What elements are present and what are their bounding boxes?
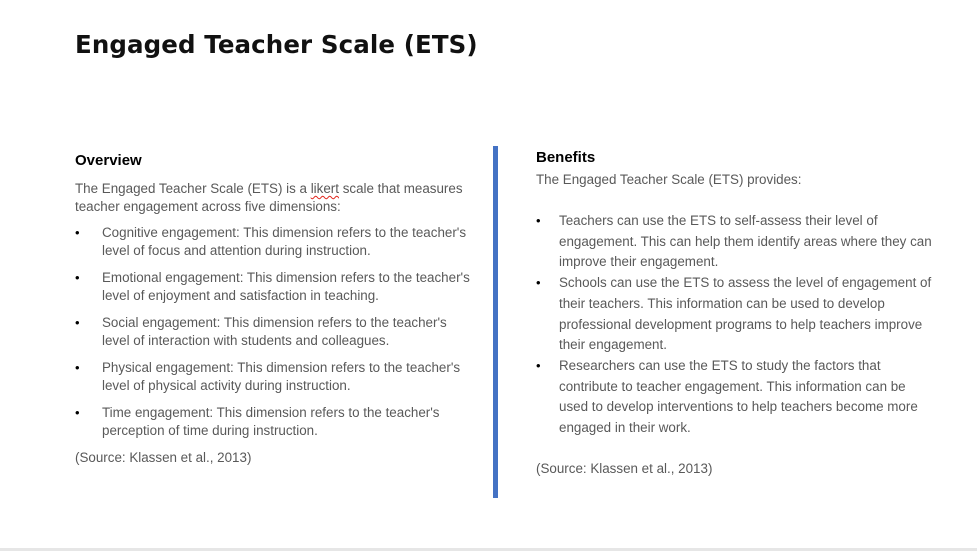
bullet-icon: • (536, 213, 541, 228)
list-item[interactable] (75, 404, 475, 439)
benefits-intro[interactable]: The Engaged Teacher Scale (ETS) provides: (536, 172, 802, 187)
bullet-icon: • (536, 357, 541, 373)
list-item[interactable] (75, 224, 475, 259)
bullet-icon: • (75, 225, 80, 240)
bullet-icon: • (75, 315, 80, 330)
benefits-list (536, 211, 936, 439)
list-item[interactable] (75, 314, 475, 349)
overview-intro[interactable] (75, 180, 475, 216)
list-item-text: Cognitive engagement: This dimension refers to the teacher's level of focus and attention during instruction. (102, 225, 467, 258)
benefits-source[interactable]: (Source: Klassen et al., 2013) (536, 460, 713, 476)
overview-intro-end: scale that measures teacher engagement across five dimensions: (75, 181, 463, 214)
slide-title[interactable]: Engaged Teacher Scale (ETS) (75, 30, 478, 59)
list-item-text: Time engagement: This dimension refers to the teacher's perception of time during instruction. (102, 405, 440, 438)
list-item-text: Physical engagement: This dimension refers to the teacher's level of physical activity during instruction. (102, 360, 461, 393)
overview-dimension-list (75, 224, 475, 439)
list-item-text: Schools can use the ETS to assess the level of engagement of their teachers. This information can be used to develop professional development programs to help teachers improve their engagement. (559, 275, 932, 353)
bullet-icon: • (75, 270, 80, 285)
bullet-icon: • (536, 275, 541, 291)
spellcheck-flagged-word[interactable]: likert (310, 181, 339, 196)
list-item-text: Emotional engagement: This dimension refers to the teacher's level of enjoyment and satisfaction in teaching. (102, 270, 470, 303)
overview-source[interactable]: (Source: Klassen et al., 2013) (75, 450, 252, 465)
list-item-text: Researchers can use the ETS to study the factors that contribute to teacher engagement. This information can be used to develop interventions to help teachers become more engaged in their work. (559, 357, 918, 436)
benefits-heading[interactable]: Benefits (536, 149, 596, 166)
benefits-section (536, 148, 936, 492)
list-item[interactable] (536, 356, 936, 439)
list-item[interactable] (536, 273, 936, 356)
column-divider (493, 146, 498, 498)
overview-section (75, 151, 475, 480)
list-item[interactable] (75, 269, 475, 304)
list-item[interactable] (536, 211, 936, 273)
overview-heading[interactable]: Overview (75, 152, 142, 169)
overview-intro-start: The Engaged Teacher Scale (ETS) is a (75, 181, 311, 196)
bullet-icon: • (75, 405, 80, 420)
list-item-text: Social engagement: This dimension refers to the teacher's level of interaction with students and colleagues. (102, 315, 447, 348)
list-item[interactable] (75, 359, 475, 394)
list-item-text: Teachers can use the ETS to self-assess their level of engagement. This can help them identify areas where they can improve their engagement. (559, 213, 932, 270)
bullet-icon: • (75, 360, 80, 375)
